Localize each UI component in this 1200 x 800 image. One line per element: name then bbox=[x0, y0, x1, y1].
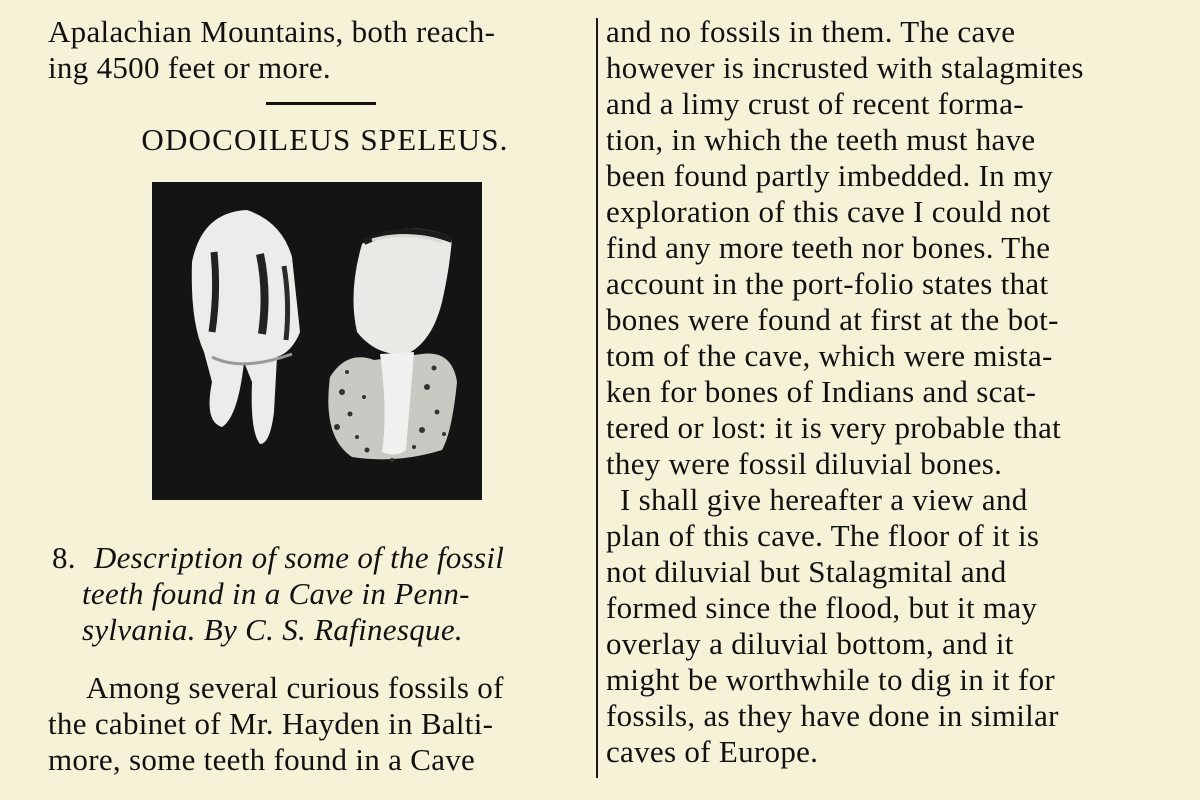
right-line-20: fossils, as they have done in similar bbox=[606, 698, 1059, 733]
right-line-4: tion, in which the teeth must have bbox=[606, 122, 1036, 157]
right-line-10: tom of the cave, which were mista- bbox=[606, 338, 1053, 373]
body-line-1: Among several curious fossils of bbox=[86, 670, 504, 705]
article-title-line-2: teeth found in a Cave in Penn- bbox=[82, 576, 470, 611]
right-line-12: tered or lost: it is very probable that bbox=[606, 410, 1062, 445]
right-line-21: caves of Europe. bbox=[606, 734, 819, 769]
section-heading: ODOCOILEUS SPELEUS. bbox=[141, 122, 509, 157]
article-title-line-3: sylvania. By C. S. Rafinesque. bbox=[82, 612, 463, 647]
right-line-5: been found partly imbedded. In my bbox=[606, 158, 1054, 193]
column-divider bbox=[596, 18, 598, 778]
right-line-11: ken for bones of Indians and scat- bbox=[606, 374, 1037, 409]
article-title-line-1 bbox=[52, 540, 504, 576]
right-line-13: they were fossil diluvial bones. bbox=[606, 446, 1003, 481]
body-line-3: more, some teeth found in a Cave bbox=[48, 742, 476, 777]
right-line-8: account in the port-folio states that bbox=[606, 266, 1049, 301]
right-line-19: might be worthwhile to dig in it for bbox=[606, 662, 1056, 697]
article-title-part-1: Description of some of the fossil bbox=[93, 540, 505, 575]
intro-line-1: Apalachian Mountains, both reach- bbox=[48, 14, 496, 49]
body-line-2: the cabinet of Mr. Hayden in Balti- bbox=[48, 706, 494, 741]
right-line-3: and a limy crust of recent forma- bbox=[606, 86, 1024, 121]
section-rule bbox=[266, 102, 376, 105]
fossil-teeth-icon bbox=[152, 182, 482, 500]
right-line-18: overlay a diluvial bottom, and it bbox=[606, 626, 1014, 661]
fossil-teeth-figure bbox=[152, 182, 482, 500]
right-line-9: bones were found at first at the bot- bbox=[606, 302, 1059, 337]
right-line-6: exploration of this cave I could not bbox=[606, 194, 1051, 229]
right-line-7: find any more teeth nor bones. The bbox=[606, 230, 1051, 265]
article-number: 8. bbox=[52, 540, 76, 575]
right-line-2: however is incrusted with stalagmites bbox=[606, 50, 1084, 85]
right-line-16: not diluvial but Stalagmital and bbox=[606, 554, 1007, 589]
right-line-17: formed since the flood, but it may bbox=[606, 590, 1038, 625]
intro-line-2: ing 4500 feet or more. bbox=[48, 50, 331, 85]
right-line-14: I shall give hereafter a view and bbox=[620, 482, 1028, 517]
right-line-1: and no fossils in them. The cave bbox=[606, 14, 1016, 49]
right-line-15: plan of this cave. The floor of it is bbox=[606, 518, 1040, 553]
